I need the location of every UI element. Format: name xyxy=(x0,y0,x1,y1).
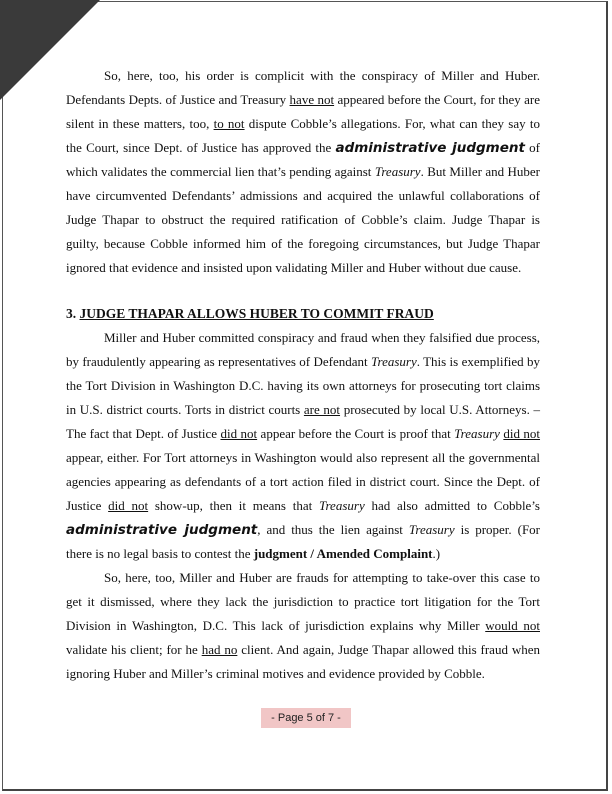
text-span: is proper. (For there is no legal basis to contest the xyxy=(66,522,540,561)
text-span: So, here, too, his order is complicit with the conspiracy of Miller and Huber. Defendants Depts. of Justice and Treasury xyxy=(66,68,540,107)
text-span: appear before the Court is proof that xyxy=(257,426,455,441)
underlined-text: would not xyxy=(485,618,540,633)
text-span: had also admitted to Cobble’s xyxy=(364,498,540,513)
text-span: .) xyxy=(432,546,441,561)
text-span: client. And again, Judge Thapar allowed this fraud when ignoring Huber and Miller’s criminal motives and evidence provided by Cobble. xyxy=(66,642,540,681)
underlined-text: had no xyxy=(201,642,238,657)
underlined-text: did not xyxy=(220,426,258,441)
italic-text: Treasury xyxy=(370,354,417,369)
bold-text: judgment / Amended Complaint xyxy=(253,546,433,561)
underlined-text: did not xyxy=(108,498,149,513)
italic-text: Treasury xyxy=(408,522,455,537)
text-span: appear, either. For Tort attorneys in Washington would also represent all the governmental agencies appearing as defendants of a tort action filed in district court. Since the Dept. of Justice xyxy=(66,450,540,513)
underlined-text: have not xyxy=(289,92,335,107)
paragraph-2 xyxy=(66,326,540,566)
italic-text: Treasury xyxy=(374,164,421,179)
underlined-text: to not xyxy=(213,116,245,131)
text-span: validate his client; for he xyxy=(66,642,202,657)
paragraph-3 xyxy=(66,566,540,686)
text-span: So, here, too, Miller and Huber are frauds for attempting to take-over this case to get it dismissed, where they lack the jurisdiction to practice tort litigation for the Tort Division in Washington, D.C. This lack of jurisdiction explains why Miller xyxy=(66,570,540,633)
text-span: . This is exemplified by the Tort Division in Washington D.C. having its own attorneys for prosecuting tort claims in U.S. district courts. Torts in district courts xyxy=(66,354,541,417)
text-span: . But Miller and Huber have circumvented Defendants’ admissions and acquired the unlawful collaborations of Judge Thapar to obstruct the required ratification of Cobble’s claim. Judge Thapar is guilty, because Cobble informed him of the foregoing circumstances, but Judge Thapar ignored that evidence and insisted upon validating Miller and Huber without due cause. xyxy=(66,164,540,275)
section-number: 3. xyxy=(66,306,80,321)
text-span: Miller and Huber committed conspiracy and fraud when they falsified due process, by fraudulently appearing as representatives of Defendant xyxy=(66,330,540,369)
italic-text: Treasury xyxy=(318,498,365,513)
text-span: appeared before the Court, for they are silent in these matters, too, xyxy=(66,92,541,131)
text-span: show-up, then it means that xyxy=(148,498,319,513)
italic-text: Treasury xyxy=(454,426,500,441)
section-title: JUDGE THAPAR ALLOWS HUBER TO COMMIT FRAUD xyxy=(79,306,434,321)
text-span: , and thus the lien against xyxy=(257,522,409,537)
section-heading xyxy=(66,302,540,326)
underlined-text: are not xyxy=(303,402,341,417)
underlined-text: did not xyxy=(503,426,541,441)
text-span: dispute Cobble’s allegations. For, what can they say to the Court, since Dept. of Justice has approved the xyxy=(66,116,540,155)
emphasis-text: administrative judgment xyxy=(66,522,258,538)
emphasis-text: administrative judgment xyxy=(335,140,525,156)
page-number: - Page 5 of 7 - xyxy=(261,708,351,728)
document-body xyxy=(66,64,540,686)
page-footer xyxy=(0,708,612,728)
text-span: prosecuted by local U.S. Attorneys. – The fact that Dept. of Justice xyxy=(66,402,540,441)
paragraph-1 xyxy=(66,64,540,280)
text-span: of which validates the commercial lien that’s pending against xyxy=(66,140,540,179)
